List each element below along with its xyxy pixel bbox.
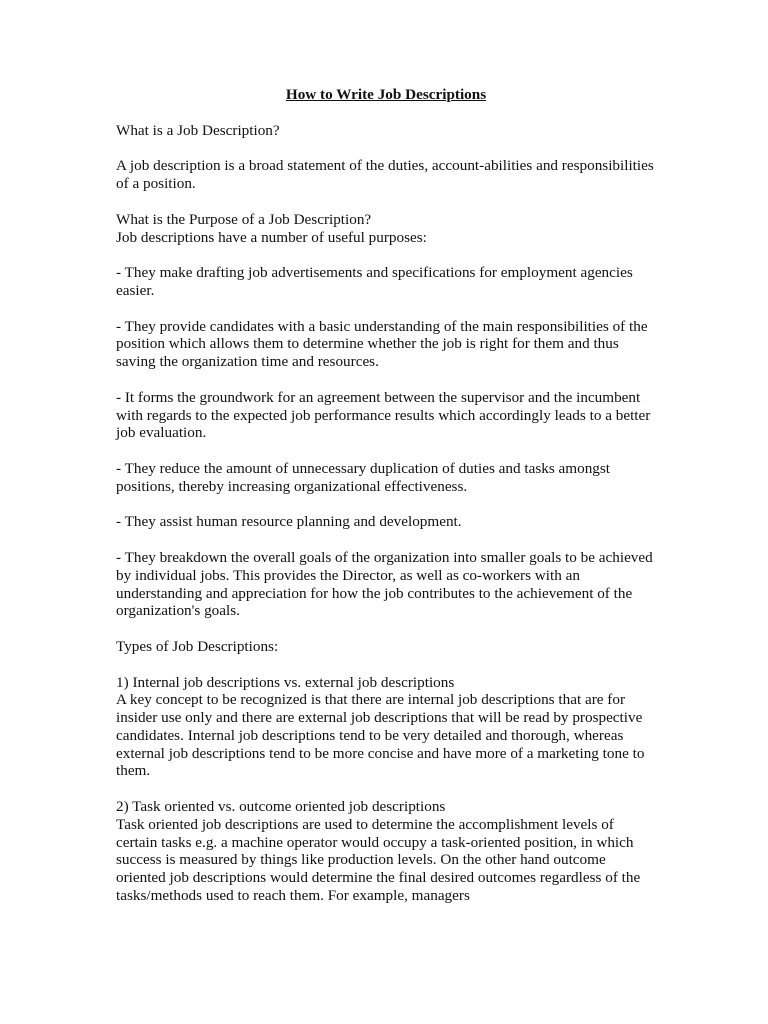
type1-heading: 1) Internal job descriptions vs. external job descriptions — [116, 673, 455, 691]
type2-heading: 2) Task oriented vs. outcome oriented job descriptions — [116, 798, 446, 816]
bullet-item: - They assist human resource planning and development. — [116, 513, 462, 531]
bullet-item: - It forms the groundwork for an agreement between the supervisor and the incumbent with regards to the expected job performance results which accordingly leads to a better job evaluation. — [116, 388, 651, 442]
types-heading: Types of Job Descriptions: — [116, 637, 279, 655]
type1-body: A key concept to be recognized is that there are internal job descriptions that are for insider use only and there are external job descriptions that will be read by prospective candidates. Internal job descriptions tend to be very detailed and thorough, whereas external job descriptions tend to be more concise and have more of a marketing tone to them. — [116, 691, 645, 780]
document-title: How to Write Job Descriptions — [285, 86, 487, 103]
document-page — [116, 86, 656, 905]
definition-paragraph: A job description is a broad statement of the duties, account-abilities and responsibilities of a position. — [116, 157, 654, 193]
type2-body: Task oriented job descriptions are used to determine the accomplishment levels of certain tasks e.g. a machine operator would occupy a task-oriented position, in which success is measured by things like production levels. On the other hand outcome oriented job descriptions would determine the final desired outcomes regardless of the tasks/methods used to reach them. For example, managers — [116, 815, 641, 905]
bullet-item: - They reduce the amount of unnecessary duplication of duties and tasks amongst positions, thereby increasing organizational effectiveness. — [116, 459, 611, 495]
bullet-item: - They breakdown the overall goals of the organization into smaller goals to be achieved by individual jobs. This provides the Director, as well as co-workers with an understanding and appreciation for how the job contributes to the achievement of the organization's goals. — [116, 548, 653, 620]
purpose-intro: Job descriptions have a number of useful purposes: — [116, 228, 427, 246]
bullet-item: - They make drafting job advertisements and specifications for employment agencies easier. — [116, 264, 633, 299]
question-purpose: What is the Purpose of a Job Description? — [116, 210, 372, 228]
bullet-item: - They provide candidates with a basic understanding of the main responsibilities of the position which allows them to determine whether the job is right for them and thus saving the organization time and resources. — [116, 317, 648, 371]
question-what-is: What is a Job Description? — [116, 121, 280, 139]
